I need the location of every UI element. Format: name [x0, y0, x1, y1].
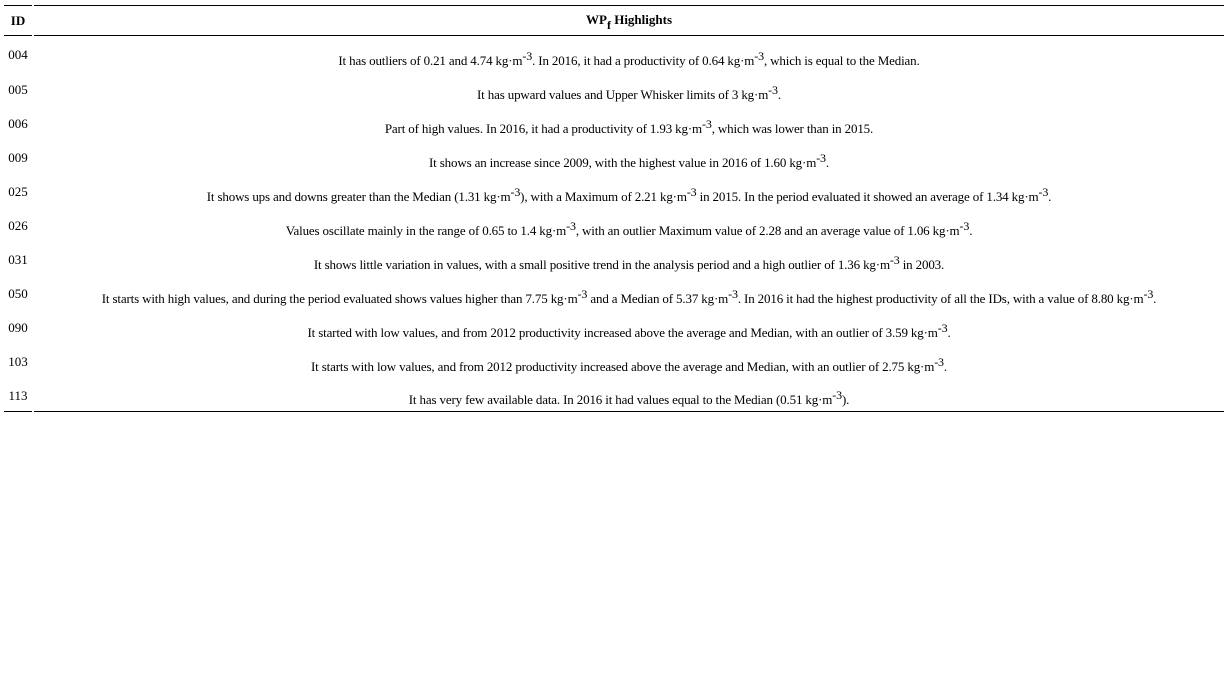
- highlight-text: and a Median of 5.37 kg·m: [587, 291, 729, 306]
- row-id: 031: [8, 252, 28, 267]
- unit-exponent: -3: [1143, 287, 1154, 301]
- column-header-id: ID: [4, 5, 32, 36]
- highlight-text: .: [777, 87, 781, 102]
- unit-exponent: -3: [816, 151, 826, 165]
- unit-exponent: -3: [959, 219, 970, 233]
- highlight-text: .: [943, 359, 948, 374]
- row-highlight: [34, 378, 1224, 412]
- row-id: 025: [8, 184, 28, 199]
- table-row: [4, 36, 1224, 72]
- highlight-text: .: [947, 325, 951, 340]
- table-row: [4, 378, 1224, 412]
- table-row: [4, 242, 1224, 276]
- column-header-highlights: [34, 5, 1224, 36]
- highlight-text: .: [1048, 189, 1052, 204]
- table-row: [4, 208, 1224, 242]
- highlight-text: It shows little variation in values, with a small positive trend in the analysis period and a high outlier of 1.36 kg·m: [313, 257, 890, 272]
- row-id: 006: [8, 116, 28, 131]
- row-highlight: [34, 72, 1224, 106]
- row-id: 004: [8, 47, 28, 62]
- unit-exponent: -3: [937, 321, 948, 335]
- header-suffix: Highlights: [610, 12, 672, 27]
- row-highlight: [34, 242, 1224, 276]
- highlight-text: It has outliers of 0.21 and 4.74 kg·m: [338, 53, 523, 68]
- unit-exponent: -3: [577, 287, 588, 301]
- header-subscript: f: [606, 18, 611, 32]
- row-id: 050: [8, 286, 28, 301]
- highlight-text: . In 2016 it had the highest productivity of all the IDs, with a value of 8.80 kg·m: [737, 291, 1144, 306]
- row-id: 113: [4, 378, 32, 412]
- highlight-text: It shows an increase since 2009, with the highest value in 2016 of 1.60 kg·m: [428, 155, 817, 170]
- row-highlight: [34, 310, 1224, 344]
- unit-exponent: -3: [889, 253, 900, 267]
- row-highlight: [34, 106, 1224, 140]
- table-row: [4, 310, 1224, 344]
- row-id: 009: [8, 150, 28, 165]
- highlight-text: It has upward values and Upper Whisker limits of 3 kg·m: [477, 87, 769, 102]
- row-id: 090: [8, 320, 28, 335]
- unit-exponent: -3: [728, 287, 738, 301]
- row-highlight: [34, 344, 1224, 378]
- highlight-text: . In 2016, it had a productivity of 0.64 kg·m: [532, 53, 755, 68]
- highlight-text: It shows ups and downs greater than the Median (1.31 kg·m: [206, 189, 511, 204]
- unit-exponent: -3: [510, 185, 521, 199]
- unit-exponent: -3: [702, 117, 712, 131]
- row-id: 103: [8, 354, 28, 369]
- highlight-text: ).: [841, 392, 850, 407]
- row-highlight: [34, 140, 1224, 174]
- table-row: [4, 106, 1224, 140]
- table-body: [4, 36, 1224, 412]
- highlights-table: [4, 5, 1224, 412]
- unit-exponent: -3: [1038, 185, 1049, 199]
- highlight-text: , with an outlier Maximum value of 2.28 and an average value of 1.06 kg·m: [575, 223, 960, 238]
- highlight-text: It starts with low values, and from 2012 productivity increased above the average and Median, with an outlier of 2.75 kg·m: [310, 359, 935, 374]
- highlight-text: It has very few available data. In 2016 it had values equal to the Median (0.51 kg·m: [408, 392, 833, 407]
- table-row: [4, 276, 1224, 310]
- highlight-text: in 2015. In the period evaluated it showed an average of 1.34 kg·m: [696, 189, 1039, 204]
- highlight-text: ), with a Maximum of 2.21 kg·m: [520, 189, 687, 204]
- table-row: [4, 344, 1224, 378]
- row-id: 026: [8, 218, 28, 233]
- highlight-text: .: [825, 155, 829, 170]
- unit-exponent: -3: [686, 185, 697, 199]
- row-id: 005: [8, 82, 28, 97]
- highlight-text: in 2003.: [899, 257, 945, 272]
- unit-exponent: -3: [754, 49, 764, 63]
- header-prefix: WP: [586, 12, 607, 27]
- unit-exponent: -3: [934, 355, 944, 369]
- highlight-text: .: [1153, 291, 1157, 306]
- highlight-text: , which was lower than in 2015.: [711, 121, 874, 136]
- highlight-text: , which is equal to the Median.: [763, 53, 920, 68]
- table-row: [4, 174, 1224, 208]
- unit-exponent: -3: [566, 219, 576, 233]
- row-highlight: [34, 208, 1224, 242]
- highlight-text: Values oscillate mainly in the range of 0.65 to 1.4 kg·m: [285, 223, 567, 238]
- unit-exponent: -3: [832, 388, 842, 402]
- row-highlight: [34, 36, 1224, 72]
- row-highlight: [34, 276, 1224, 310]
- unit-exponent: -3: [522, 49, 533, 63]
- highlight-text: It started with low values, and from 2012 productivity increased above the average and Median, with an outlier of 3.59 kg·m: [307, 325, 938, 340]
- row-highlight: [34, 174, 1224, 208]
- highlight-text: It starts with high values, and during the period evaluated shows values higher than 7.75 kg·m: [101, 291, 578, 306]
- table-row: [4, 140, 1224, 174]
- highlight-text: .: [969, 223, 973, 238]
- unit-exponent: -3: [768, 83, 778, 97]
- table-header-row: [4, 5, 1224, 36]
- highlight-text: Part of high values. In 2016, it had a productivity of 1.93 kg·m: [384, 121, 702, 136]
- table-row: [4, 72, 1224, 106]
